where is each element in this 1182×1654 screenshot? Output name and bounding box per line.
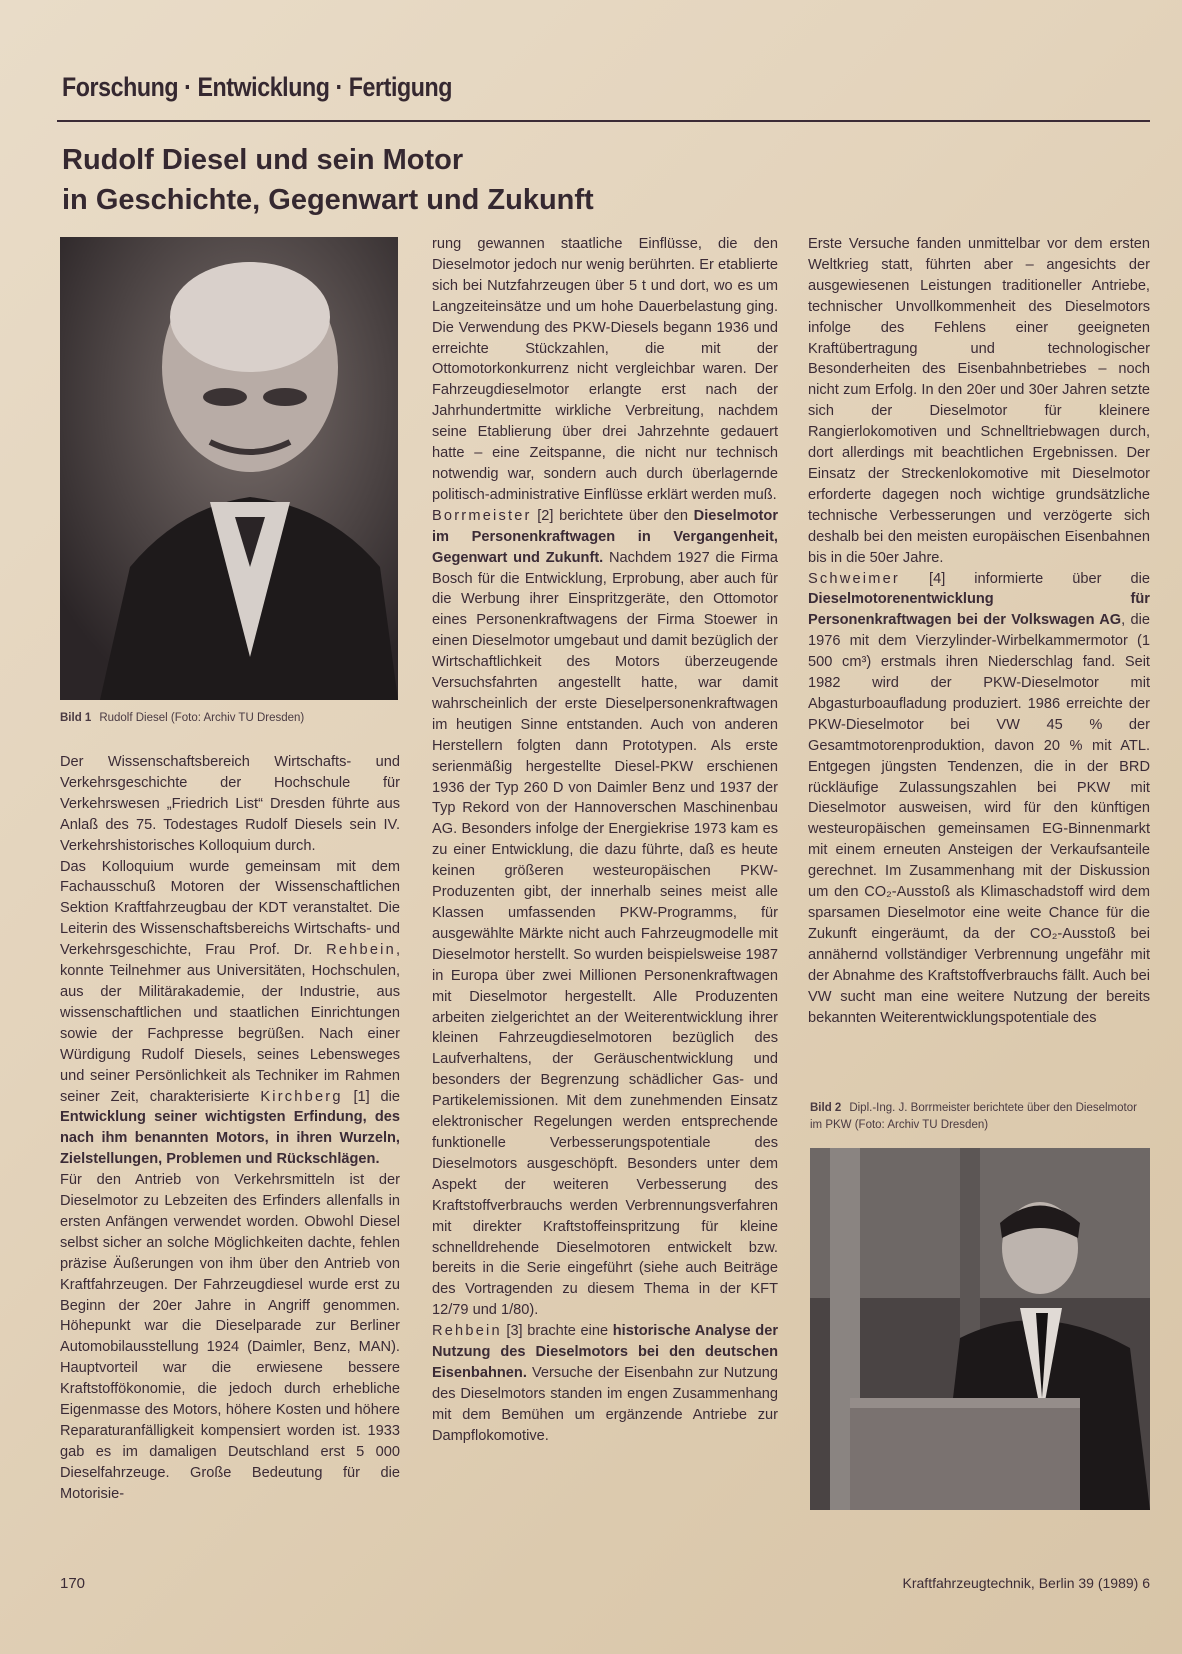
author-name: Rehbein [432,1323,502,1340]
paragraph [432,1321,778,1446]
text-run: [1] die [342,1088,400,1105]
portrait-photo-rudolf-diesel [60,237,398,700]
author-name: Schweimer [808,570,900,587]
section-header: Forschung · Entwicklung · Fertigung [62,72,452,102]
text-run: , konnte Teilnehmer aus Universitäten, Hochschulen, aus der Militärakademie, der Industrie, aus wissenschaftlichen und staatlichen Einrichtungen sowie der Fachpresse begrüßen. Nach einer Würdigung Rudolf Diesels, seines Lebensweges und seiner Persönlichkeit als Techniker im Rahmen seiner Zeit, charakterisierte [60,942,400,1105]
figure-1-caption [60,710,400,727]
talk-topic: Dieselmotor im Personenkraftwagen in Vergangenheit, Gegenwart und Zukunft. [432,507,778,566]
text-run: Für den Antrieb von Verkehrsmitteln ist der Dieselmotor zu Lebzeiten des Erfinders allenfalls in ersten Anfängen verwendet worden. Obwohl Diesel selbst sicher an solche Möglichkeiten dachte, fehlen präzise Äußerungen von ihm über den Antrieb von Kraftfahrzeugen. Der Fahrzeugdiesel wurde erst zu Beginn der 20er Jahre in Angriff genommen. Höhepunkt war die Dieselparade zur Berliner Automobilausstellung 1924 (Daimler, Benz, MAN). Hauptvorteil war die erwiesene bessere Kraftstoffökonomie, die jedoch durch erhebliche Eigenmasse des Motors, höhere Kosten und höhere Reparaturanfälligkeit kompensiert worden ist. 1933 gab es im damaligen Deutschland erst 5 000 Dieselfahrzeuge. Große Bedeutung für die Motorisie- [60,1172,400,1502]
text-run: Der Wissenschaftsbereich Wirtschafts- und Verkehrsgeschichte der Hochschule für Verkehrswesen „Friedrich List“ Dresden führte aus Anlaß des 75. Todestages Rudolf Diesels sein IV. Verkehrshistorisches Kolloquium durch. [60,754,400,854]
text-run: rung gewannen staatliche Einflüsse, die den Dieselmotor jedoch nur wenig berührten. Er etablierte sich bei Nutzfahrzeugen über 5 t und dort, wo es um Langzeiteinsätze und um hohe Dauerbelastung ging. Die Verwendung des PKW-Diesels begann 1936 und erreichte Stückzahlen, die mit der Ottomotorkonkurrenz nicht vergleichbar waren. Der Fahrzeugdieselmotor erlangte erst nach der Jahrhundertmitte wirkliche Verbreitung, nachdem seine Etablierung über drei Jahrzehnte gedauert hatte – eine Zeitspanne, die nicht nur technisch notwendig war, sondern auch durch überlagernde politisch-administrative Einflüsse erklärt werden muß. [432,236,778,503]
figure-2-label: Bild 2 [810,1102,842,1114]
paragraph [60,752,400,857]
text-run: Das Kolloquium wurde gemeinsam mit dem Fachausschuß Motoren der Wissenschaftlichen Sektion Kraftfahrzeugbau der KDT veranstaltet. Die Leiterin des Wissenschaftsbereichs Wirtschafts- und Verkehrsgeschichte, Frau Prof. Dr. [60,858,400,959]
author-name: Borrmeister [432,507,532,524]
talk-topic: Dieselmotorenentwicklung für Personenkraftwagen bei der Volkswagen AG [808,591,1150,629]
text-run: [2] berichtete über den [531,507,694,524]
paragraph [432,234,778,506]
figure-1-label: Bild 1 [60,712,92,724]
journal-citation: Kraftfahrzeugtechnik, Berlin 39 (1989) 6 [902,1575,1150,1591]
page-number: 170 [60,1575,86,1592]
text-column-2 [432,234,778,1447]
text-run: Erste Versuche fanden unmittelbar vor dem ersten Weltkrieg statt, führten aber – angesichts der ausgewiesenen Leistungen traditioneller Antriebe, technischer Unvollkommenheit des Dieselmotors infolge des Fehlens einer geeigneten Kraftübertragung und technologischer Besonderheiten des Eisenbahnbetriebes – noch nicht zum Erfolg. In den 20er und 30er Jahren setzte sich der Dieselmotor für kleinere Rangierlokomotiven und Schnelltriebwagen durch, dort allerdings mit beachtlichen Ergebnissen. Der Einsatz der Streckenlokomotive mit Dieselmotor erforderte dagegen noch wichtige grundsätzliche technische Verbesserungen und verzögerte sich deshalb bei den meisten europäischen Eisenbahnen bis in die 50er Jahre. [808,236,1150,566]
text-run: [3] brachte eine [501,1323,613,1340]
text-column-3 [808,234,1150,1028]
paragraph [808,569,1150,1029]
author-name: Rehbein [326,942,396,959]
figure-2-caption [810,1100,1150,1134]
author-name: Kirchberg [260,1088,343,1105]
text-column-1 [60,752,400,1505]
talk-topic: historische Analyse der Nutzung des Dieselmotors bei den deutschen Eisenbahnen. [432,1323,778,1381]
paragraph [432,506,778,1321]
text-run: [4] informierte über die [899,570,1150,587]
title-line-1: Rudolf Diesel und sein Motor [62,144,464,176]
figure-2-text: Dipl.-Ing. J. Borrmeister berichtete über den Dieselmotor im PKW (Foto: Archiv TU Dresden) [810,1102,1137,1131]
header-rule [57,120,1150,122]
paragraph [60,857,400,1171]
photo-borrmeister-lecturing [810,1148,1150,1510]
title-line-2: in Geschichte, Gegenwart und Zukunft [62,184,594,216]
paragraph [60,1170,400,1505]
article-title [62,140,594,220]
talk-topic: Entwicklung seiner wichtigsten Erfindung, des nach ihm benannten Motors, in ihren Wurzeln, Zielstellungen, Problemen und Rückschlägen. [60,1109,400,1168]
text-run: Versuche der Eisenbahn zur Nutzung des Dieselmotors standen im engen Zusammenhang mit dem Bemühen um ergänzende Antriebe zur Dampflokomotive. [432,1364,778,1444]
figure-1-text: Rudolf Diesel (Foto: Archiv TU Dresden) [99,712,305,724]
text-run: , die 1976 mit dem Vierzylinder-Wirbelkammermotor (1 500 cm³) erstmals ihren Niederschlag fand. Seit 1982 wird der PKW-Dieselmotor mit Abgasturboaufladung produziert. 1986 erreichte der PKW-Dieselmotor bei VW 45 % der Gesamtmotorenproduktion, davon 20 % mit ATL. Entgegen jüngsten Tendenzen, die in der BRD rückläufige Zulassungszahlen bei PKW mit Dieselmotor ausweisen, wird für den künftigen westeuropäischen gemeinsamen EG-Binnenmarkt mit einem erneuten Ansteigen der Verkaufsanteile gerechnet. Im Zusammenhang mit der Diskussion um den CO₂-Ausstoß als Klimaschadstoff wird dem sparsamen Dieselmotor eine weite Chance für die Zukunft eingeräumt, da der CO₂-Ausstoß bei annähernd vollständiger Verbrennung ungefähr mit der Abnahme des Kraftstoffverbrauchs fällt. Auch bei VW sucht man eine weitere Nutzung der bereits bekannten Weiterentwicklungspotentiale des [808,612,1150,1026]
paragraph [808,234,1150,569]
text-run: Nachdem 1927 die Firma Bosch für die Entwicklung, Erprobung, aber auch für die Werbung ihrer Einspritzgeräte, den Ottomotor eines Personenkraftwagens der Firma Stoewer in einen Dieselmotor umgebaut und damit bezüglich der Wirtschaftlichkeit des Motors überzeugende Versuchsfahrten angestellt hatte, war damit wahrscheinlich der erste Dieselpersonenkraftwagen im heutigen Sinne entstanden. Auch von anderen Herstellern folgten dann Prototypen. Als erste serienmäßig hergestellte Diesel-PKW erschienen 1936 der Typ 260 D von Daimler Benz und 1937 der Typ Rekord von der Hannoverschen Maschinenbau AG. Besonders infolge der Energiekrise 1973 kam es zu einer Entwicklung, die dazu führte, daß es heute keinen größeren westeuropäischen PKW-Produzenten gibt, der innerhalb seines meist alle Klassen umfassenden PKW-Programms, für ausgewählte Märkte nicht auch Fahrzeugmodelle mit Dieselmotor herstellt. So wurden beispielsweise 1987 in Europa über zwei Millionen Personenkraftwagen mit Dieselmotor hergestellt. Alle Produzenten arbeiten zielgerichtet an der Weiterentwicklung ihrer kleinen Fahrzeugdieselmotoren bezüglich des Laufverhaltens, der Geräuschentwicklung und besonders der Begrenzung schädlicher Gas- und Partikelemissionen. Mit dem zunehmenden Einsatz elektronischer Regelungen werden entsprechende funktionelle Verbesserungspotentiale des Dieselmotors ausgeschöpft. Besonders unter dem Aspekt der weiteren Verbesserung des Kraftstoffverbrauchs werden Verbrennungsverfahren mit direkter Kraftstoffeinspritzung für kleine schnelldrehende Dieselmotoren entwickelt bzw. bereits in die Serie eingeführt (siehe auch Beiträge des Vortragenden zu diesem Thema in der KFT 12/79 und 1/80). [432,549,778,1319]
